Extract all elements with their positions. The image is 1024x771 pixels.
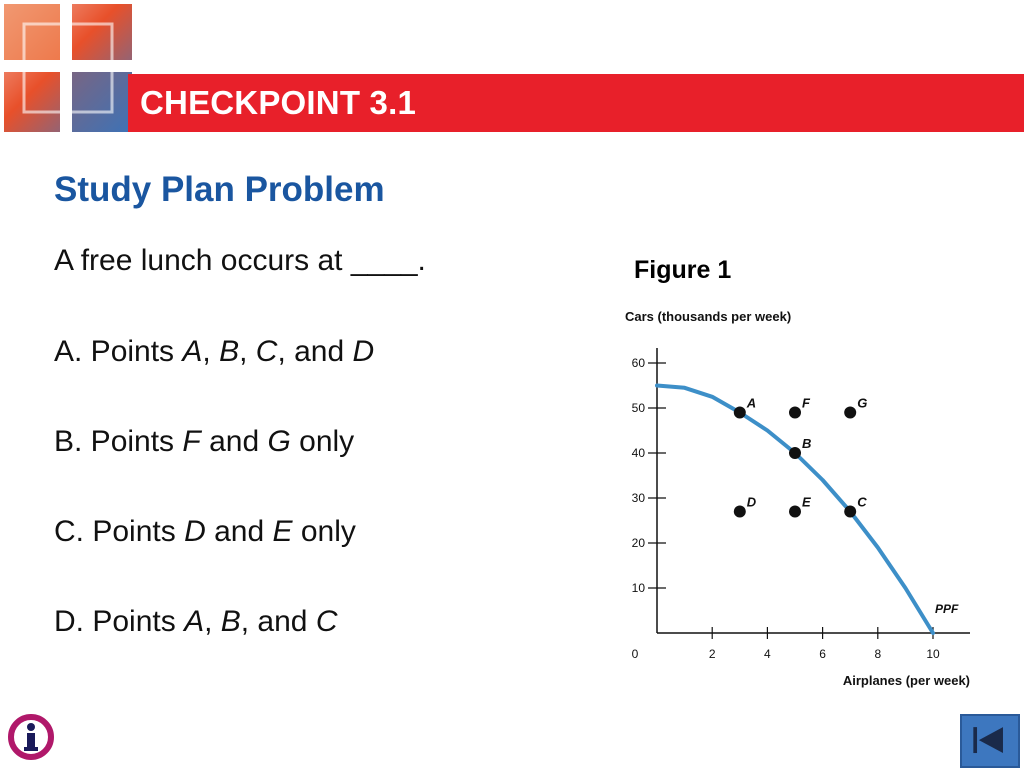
point-label: D xyxy=(746,494,757,510)
point-letter: F xyxy=(182,425,201,458)
skip-back-icon xyxy=(962,716,1018,766)
y-tick-label: 60 xyxy=(631,356,645,370)
answer-option xyxy=(54,605,338,639)
answer-text: , xyxy=(239,335,256,368)
point-letter: C xyxy=(315,605,338,638)
data-point-f xyxy=(789,407,801,419)
ppf-label: PPF xyxy=(935,602,959,616)
point-letter: D xyxy=(352,335,375,368)
point-letter: C xyxy=(255,335,278,368)
point-label: E xyxy=(802,494,811,510)
point-letter: B xyxy=(220,605,241,638)
data-point-g xyxy=(844,407,856,419)
x-tick-label: 6 xyxy=(819,647,826,661)
answer-text: , and xyxy=(277,335,353,368)
y-tick-label: 10 xyxy=(631,581,645,595)
answer-option xyxy=(54,335,374,369)
x-tick-label: 10 xyxy=(926,647,940,661)
y-axis-label: Cars (thousands per week) xyxy=(625,309,792,324)
info-icon[interactable] xyxy=(8,714,54,760)
answer-option xyxy=(54,515,356,549)
origin-label: 0 xyxy=(631,647,639,661)
page-subtitle: Study Plan Problem xyxy=(54,170,385,209)
y-tick-label: 40 xyxy=(631,446,645,460)
answer-text: , xyxy=(202,335,220,368)
answer-text: , and xyxy=(240,605,316,638)
answer-text: only xyxy=(290,425,355,458)
answer-lead: A. Points xyxy=(54,335,183,368)
answer-text: , xyxy=(204,605,221,638)
data-point-e xyxy=(789,506,801,518)
point-label: F xyxy=(802,395,810,411)
point-label: G xyxy=(857,395,868,411)
x-tick-label: 8 xyxy=(874,647,882,661)
point-letter: D xyxy=(184,515,206,548)
y-tick-label: 50 xyxy=(631,401,645,415)
data-point-d xyxy=(734,506,746,518)
answer-text: only xyxy=(292,515,356,548)
y-tick-label: 30 xyxy=(631,491,645,505)
header-title: CHECKPOINT 3.1 xyxy=(140,84,417,121)
question-text: A free lunch occurs at ____. xyxy=(54,244,426,277)
answer-text: and xyxy=(200,425,268,458)
x-axis-label: Airplanes (per week) xyxy=(842,673,970,688)
point-label: B xyxy=(802,436,812,451)
data-point-c xyxy=(844,506,856,518)
y-tick-label: 20 xyxy=(631,536,645,550)
data-point-b xyxy=(789,447,801,459)
publisher-logo xyxy=(4,4,132,132)
data-point-a xyxy=(734,407,746,419)
answer-lead: D. Points xyxy=(54,605,185,638)
header-banner xyxy=(128,74,1024,132)
point-letter: A xyxy=(182,335,203,368)
answer-lead: B. Points xyxy=(54,425,183,458)
answer-lead: C. Points xyxy=(54,515,185,548)
answer-text: and xyxy=(205,515,273,548)
answer-option xyxy=(54,425,354,459)
x-tick-label: 4 xyxy=(764,647,771,661)
point-label: A xyxy=(746,395,757,411)
ppf-chart xyxy=(610,298,990,698)
point-label: C xyxy=(857,494,867,510)
x-tick-label: 2 xyxy=(708,647,716,661)
point-letter: B xyxy=(219,335,240,368)
point-letter: A xyxy=(184,605,205,638)
back-button[interactable] xyxy=(960,714,1020,768)
point-letter: E xyxy=(272,515,293,548)
figure-label: Figure 1 xyxy=(634,256,732,284)
point-letter: G xyxy=(267,425,291,458)
